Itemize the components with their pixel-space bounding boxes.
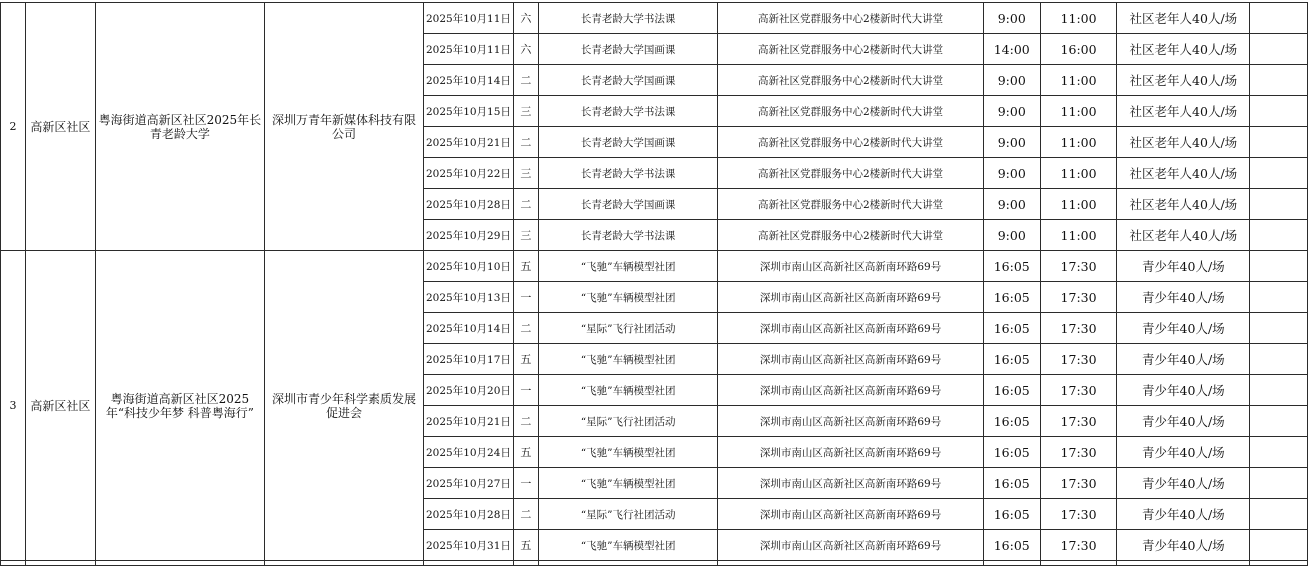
table-row [1, 251, 1308, 282]
start-time: 16:05 [983, 251, 1040, 282]
event-date: 2025年10月15日 [423, 96, 513, 127]
schedule-body [1, 3, 1308, 566]
activity-name: “飞驰”车辆模型社团 [538, 468, 717, 499]
activity-location: 深圳市南山区高新社区高新南环路69号 [718, 282, 983, 313]
event-date: 2025年10月11日 [423, 3, 513, 34]
activity-location: 高新社区党群服务中心2楼新时代大讲堂 [718, 65, 983, 96]
activity-name: 长青老龄大学国画课 [538, 65, 717, 96]
activity-location: 深圳市南山区高新社区高新南环路69号 [718, 313, 983, 344]
event-weekday: 二 [513, 313, 538, 344]
activity-location: 高新社区党群服务中心2楼新时代大讲堂 [718, 189, 983, 220]
empty-cell [1250, 468, 1308, 499]
event-date: 2025年10月31日 [423, 530, 513, 561]
activity-name: “星际”飞行社团活动 [538, 499, 717, 530]
start-time: 16:05 [983, 406, 1040, 437]
row-index: 2 [1, 3, 26, 251]
activity-name: “星际”飞行社团活动 [538, 406, 717, 437]
activity-location: 高新社区党群服务中心2楼新时代大讲堂 [718, 158, 983, 189]
empty-cell [1, 561, 26, 566]
organizer-name: 深圳市青少年科学素质发展促进会 [264, 251, 423, 561]
activity-name: 长青老龄大学书法课 [538, 158, 717, 189]
event-date: 2025年10月22日 [423, 158, 513, 189]
schedule-table [0, 2, 1308, 566]
audience: 社区老年人40人/场 [1117, 189, 1250, 220]
empty-cell [1250, 530, 1308, 561]
event-date: 2025年10月28日 [423, 499, 513, 530]
end-time: 11:00 [1040, 127, 1117, 158]
event-weekday: 二 [513, 499, 538, 530]
end-time: 11:00 [1040, 65, 1117, 96]
empty-cell [1117, 561, 1250, 566]
empty-cell [1250, 3, 1308, 34]
audience: 社区老年人40人/场 [1117, 220, 1250, 251]
activity-location: 深圳市南山区高新社区高新南环路69号 [718, 344, 983, 375]
event-date: 2025年10月27日 [423, 468, 513, 499]
empty-cell [25, 561, 95, 566]
activity-name: “飞驰”车辆模型社团 [538, 530, 717, 561]
empty-cell [1250, 251, 1308, 282]
project-name: 粤海街道高新区社区2025年长青老龄大学 [95, 3, 264, 251]
activity-name: 长青老龄大学书法课 [538, 3, 717, 34]
empty-cell [1250, 406, 1308, 437]
audience: 社区老年人40人/场 [1117, 65, 1250, 96]
event-weekday: 六 [513, 34, 538, 65]
audience: 青少年40人/场 [1117, 375, 1250, 406]
community-name: 高新区社区 [25, 3, 95, 251]
empty-cell [95, 561, 264, 566]
audience: 社区老年人40人/场 [1117, 34, 1250, 65]
activity-name: “星际”飞行社团活动 [538, 313, 717, 344]
end-time: 17:30 [1040, 530, 1117, 561]
empty-cell [538, 561, 717, 566]
event-weekday: 一 [513, 375, 538, 406]
audience: 青少年40人/场 [1117, 499, 1250, 530]
event-weekday: 一 [513, 468, 538, 499]
start-time: 9:00 [983, 96, 1040, 127]
empty-cell [1250, 437, 1308, 468]
start-time: 16:05 [983, 282, 1040, 313]
end-time: 17:30 [1040, 282, 1117, 313]
event-weekday: 六 [513, 3, 538, 34]
event-date: 2025年10月24日 [423, 437, 513, 468]
activity-location: 深圳市南山区高新社区高新南环路69号 [718, 251, 983, 282]
end-time: 17:30 [1040, 406, 1117, 437]
audience: 青少年40人/场 [1117, 344, 1250, 375]
activity-location: 深圳市南山区高新社区高新南环路69号 [718, 406, 983, 437]
row-index: 3 [1, 251, 26, 561]
activity-name: “飞驰”车辆模型社团 [538, 282, 717, 313]
event-date: 2025年10月11日 [423, 34, 513, 65]
empty-cell [1250, 282, 1308, 313]
end-time: 17:30 [1040, 499, 1117, 530]
audience: 青少年40人/场 [1117, 313, 1250, 344]
activity-name: 长青老龄大学国画课 [538, 127, 717, 158]
empty-cell [1250, 344, 1308, 375]
empty-cell [1250, 65, 1308, 96]
activity-name: “飞驰”车辆模型社团 [538, 437, 717, 468]
event-date: 2025年10月28日 [423, 189, 513, 220]
activity-location: 高新社区党群服务中心2楼新时代大讲堂 [718, 34, 983, 65]
start-time: 14:00 [983, 34, 1040, 65]
event-weekday: 三 [513, 96, 538, 127]
end-time: 11:00 [1040, 3, 1117, 34]
audience: 社区老年人40人/场 [1117, 158, 1250, 189]
event-weekday: 五 [513, 344, 538, 375]
audience: 社区老年人40人/场 [1117, 96, 1250, 127]
empty-cell [983, 561, 1040, 566]
event-date: 2025年10月14日 [423, 313, 513, 344]
table-row-partial [1, 561, 1308, 566]
empty-cell [1250, 375, 1308, 406]
end-time: 11:00 [1040, 158, 1117, 189]
event-date: 2025年10月20日 [423, 375, 513, 406]
empty-cell [513, 561, 538, 566]
audience: 青少年40人/场 [1117, 282, 1250, 313]
end-time: 17:30 [1040, 251, 1117, 282]
empty-cell [264, 561, 423, 566]
activity-name: 长青老龄大学书法课 [538, 96, 717, 127]
activity-name: “飞驰”车辆模型社团 [538, 251, 717, 282]
table-row [1, 3, 1308, 34]
empty-cell [423, 561, 513, 566]
project-name: 粤海街道高新区社区2025年“科技少年梦 科普粤海行” [95, 251, 264, 561]
activity-location: 深圳市南山区高新社区高新南环路69号 [718, 375, 983, 406]
end-time: 11:00 [1040, 189, 1117, 220]
empty-cell [1040, 561, 1117, 566]
audience: 社区老年人40人/场 [1117, 127, 1250, 158]
end-time: 17:30 [1040, 468, 1117, 499]
empty-cell [1250, 561, 1308, 566]
activity-location: 深圳市南山区高新社区高新南环路69号 [718, 437, 983, 468]
start-time: 9:00 [983, 127, 1040, 158]
audience: 青少年40人/场 [1117, 437, 1250, 468]
end-time: 11:00 [1040, 220, 1117, 251]
empty-cell [1250, 220, 1308, 251]
audience: 社区老年人40人/场 [1117, 3, 1250, 34]
start-time: 9:00 [983, 65, 1040, 96]
start-time: 16:05 [983, 437, 1040, 468]
empty-cell [1250, 96, 1308, 127]
event-date: 2025年10月21日 [423, 127, 513, 158]
start-time: 16:05 [983, 499, 1040, 530]
empty-cell [718, 561, 983, 566]
activity-name: 长青老龄大学国画课 [538, 189, 717, 220]
event-weekday: 三 [513, 158, 538, 189]
event-date: 2025年10月10日 [423, 251, 513, 282]
end-time: 16:00 [1040, 34, 1117, 65]
event-weekday: 一 [513, 282, 538, 313]
end-time: 17:30 [1040, 313, 1117, 344]
event-date: 2025年10月21日 [423, 406, 513, 437]
activity-location: 高新社区党群服务中心2楼新时代大讲堂 [718, 127, 983, 158]
organizer-name: 深圳万青年新媒体科技有限公司 [264, 3, 423, 251]
event-date: 2025年10月29日 [423, 220, 513, 251]
start-time: 9:00 [983, 189, 1040, 220]
event-weekday: 三 [513, 220, 538, 251]
event-weekday: 二 [513, 65, 538, 96]
event-date: 2025年10月13日 [423, 282, 513, 313]
start-time: 16:05 [983, 375, 1040, 406]
activity-name: “飞驰”车辆模型社团 [538, 375, 717, 406]
activity-name: 长青老龄大学国画课 [538, 34, 717, 65]
empty-cell [1250, 158, 1308, 189]
event-weekday: 二 [513, 127, 538, 158]
activity-location: 深圳市南山区高新社区高新南环路69号 [718, 530, 983, 561]
end-time: 17:30 [1040, 344, 1117, 375]
start-time: 16:05 [983, 344, 1040, 375]
community-name: 高新区社区 [25, 251, 95, 561]
activity-location: 高新社区党群服务中心2楼新时代大讲堂 [718, 3, 983, 34]
event-date: 2025年10月17日 [423, 344, 513, 375]
empty-cell [1250, 127, 1308, 158]
event-weekday: 五 [513, 530, 538, 561]
event-weekday: 五 [513, 251, 538, 282]
start-time: 16:05 [983, 313, 1040, 344]
start-time: 9:00 [983, 3, 1040, 34]
activity-location: 高新社区党群服务中心2楼新时代大讲堂 [718, 220, 983, 251]
empty-cell [1250, 34, 1308, 65]
empty-cell [1250, 499, 1308, 530]
empty-cell [1250, 189, 1308, 220]
activity-name: 长青老龄大学书法课 [538, 220, 717, 251]
start-time: 16:05 [983, 530, 1040, 561]
activity-name: “飞驰”车辆模型社团 [538, 344, 717, 375]
audience: 青少年40人/场 [1117, 468, 1250, 499]
start-time: 16:05 [983, 468, 1040, 499]
audience: 青少年40人/场 [1117, 406, 1250, 437]
start-time: 9:00 [983, 220, 1040, 251]
event-weekday: 二 [513, 406, 538, 437]
end-time: 11:00 [1040, 96, 1117, 127]
start-time: 9:00 [983, 158, 1040, 189]
event-weekday: 五 [513, 437, 538, 468]
empty-cell [1250, 313, 1308, 344]
activity-location: 高新社区党群服务中心2楼新时代大讲堂 [718, 96, 983, 127]
activity-location: 深圳市南山区高新社区高新南环路69号 [718, 468, 983, 499]
activity-location: 深圳市南山区高新社区高新南环路69号 [718, 499, 983, 530]
audience: 青少年40人/场 [1117, 530, 1250, 561]
end-time: 17:30 [1040, 437, 1117, 468]
event-date: 2025年10月14日 [423, 65, 513, 96]
end-time: 17:30 [1040, 375, 1117, 406]
audience: 青少年40人/场 [1117, 251, 1250, 282]
event-weekday: 二 [513, 189, 538, 220]
